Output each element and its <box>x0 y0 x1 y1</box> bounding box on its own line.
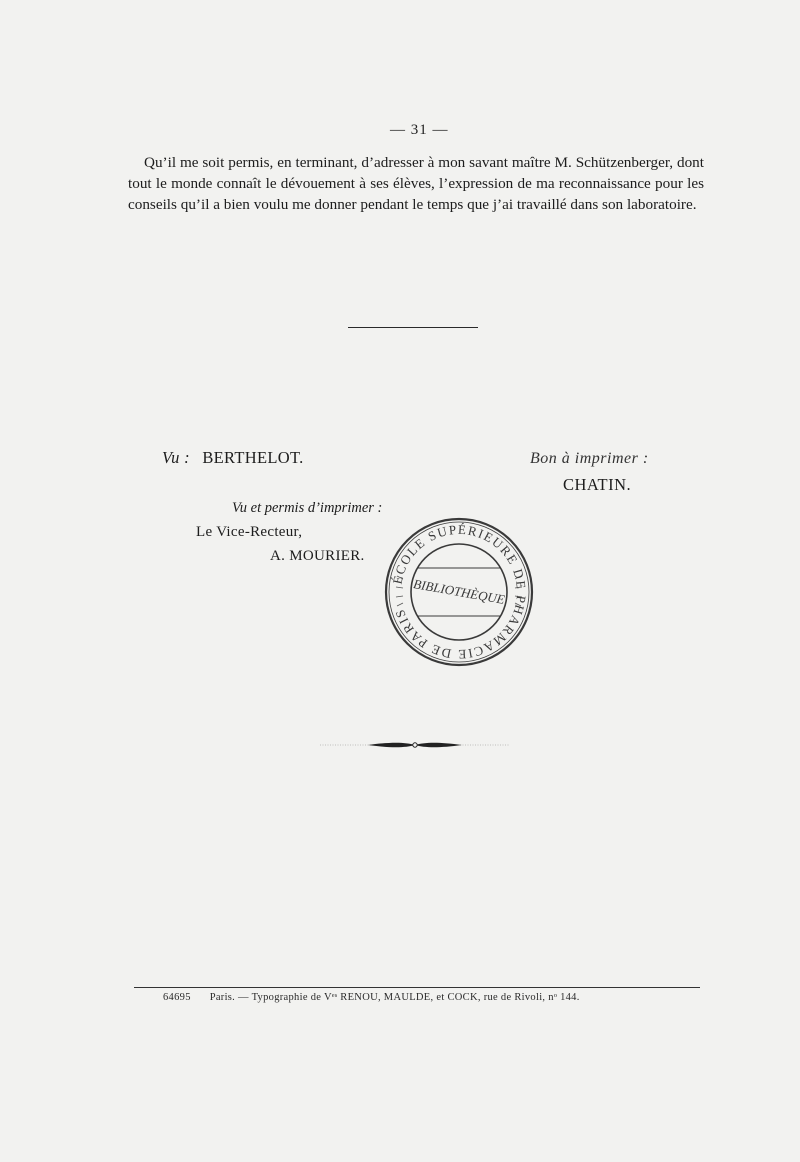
vicerecteur-name: A. MOURIER. <box>270 548 365 564</box>
vu-name: BERTHELOT. <box>202 448 304 467</box>
printer-line: Paris. — Typographie de Vᵉˢ RENOU, MAULDE, et COCK, rue de Rivoli, nᵒ 144. <box>209 992 580 1003</box>
job-number: 64695 <box>163 992 191 1003</box>
library-stamp-icon <box>383 516 535 668</box>
bon-a-imprimer-name: CHATIN. <box>563 475 632 494</box>
footer-divider <box>134 987 700 988</box>
vicerecteur-title: Le Vice-Recteur, <box>196 524 303 540</box>
section-divider <box>348 327 478 328</box>
ornament-divider <box>320 738 510 752</box>
bon-a-imprimer-label: Bon à imprimer : <box>530 450 649 467</box>
permis-label: Vu et permis d’imprimer : <box>232 500 383 516</box>
printer-footer <box>163 992 580 1003</box>
vu-label: Vu : <box>162 448 190 467</box>
vu-line <box>162 448 304 468</box>
page-number: — 31 — <box>390 122 449 138</box>
acknowledgement-paragraph: Qu’il me soit permis, en terminant, d’adresser à mon savant maître M. Schützenberger, dont tout le monde connaît le dévouement à ses élèves, l’expression de ma reconnaissance pour les conseils qu’il a bien voulu me donner pendant le temps que j’ai travaillé dans son laboratoire. <box>128 154 704 213</box>
stamp-outer-text: ÉCOLE SUPÉRIEURE DE PHARMACIE DE PARIS <box>389 521 530 663</box>
stamp-inner-text: BIBLIOTHÈQUE <box>412 576 506 607</box>
